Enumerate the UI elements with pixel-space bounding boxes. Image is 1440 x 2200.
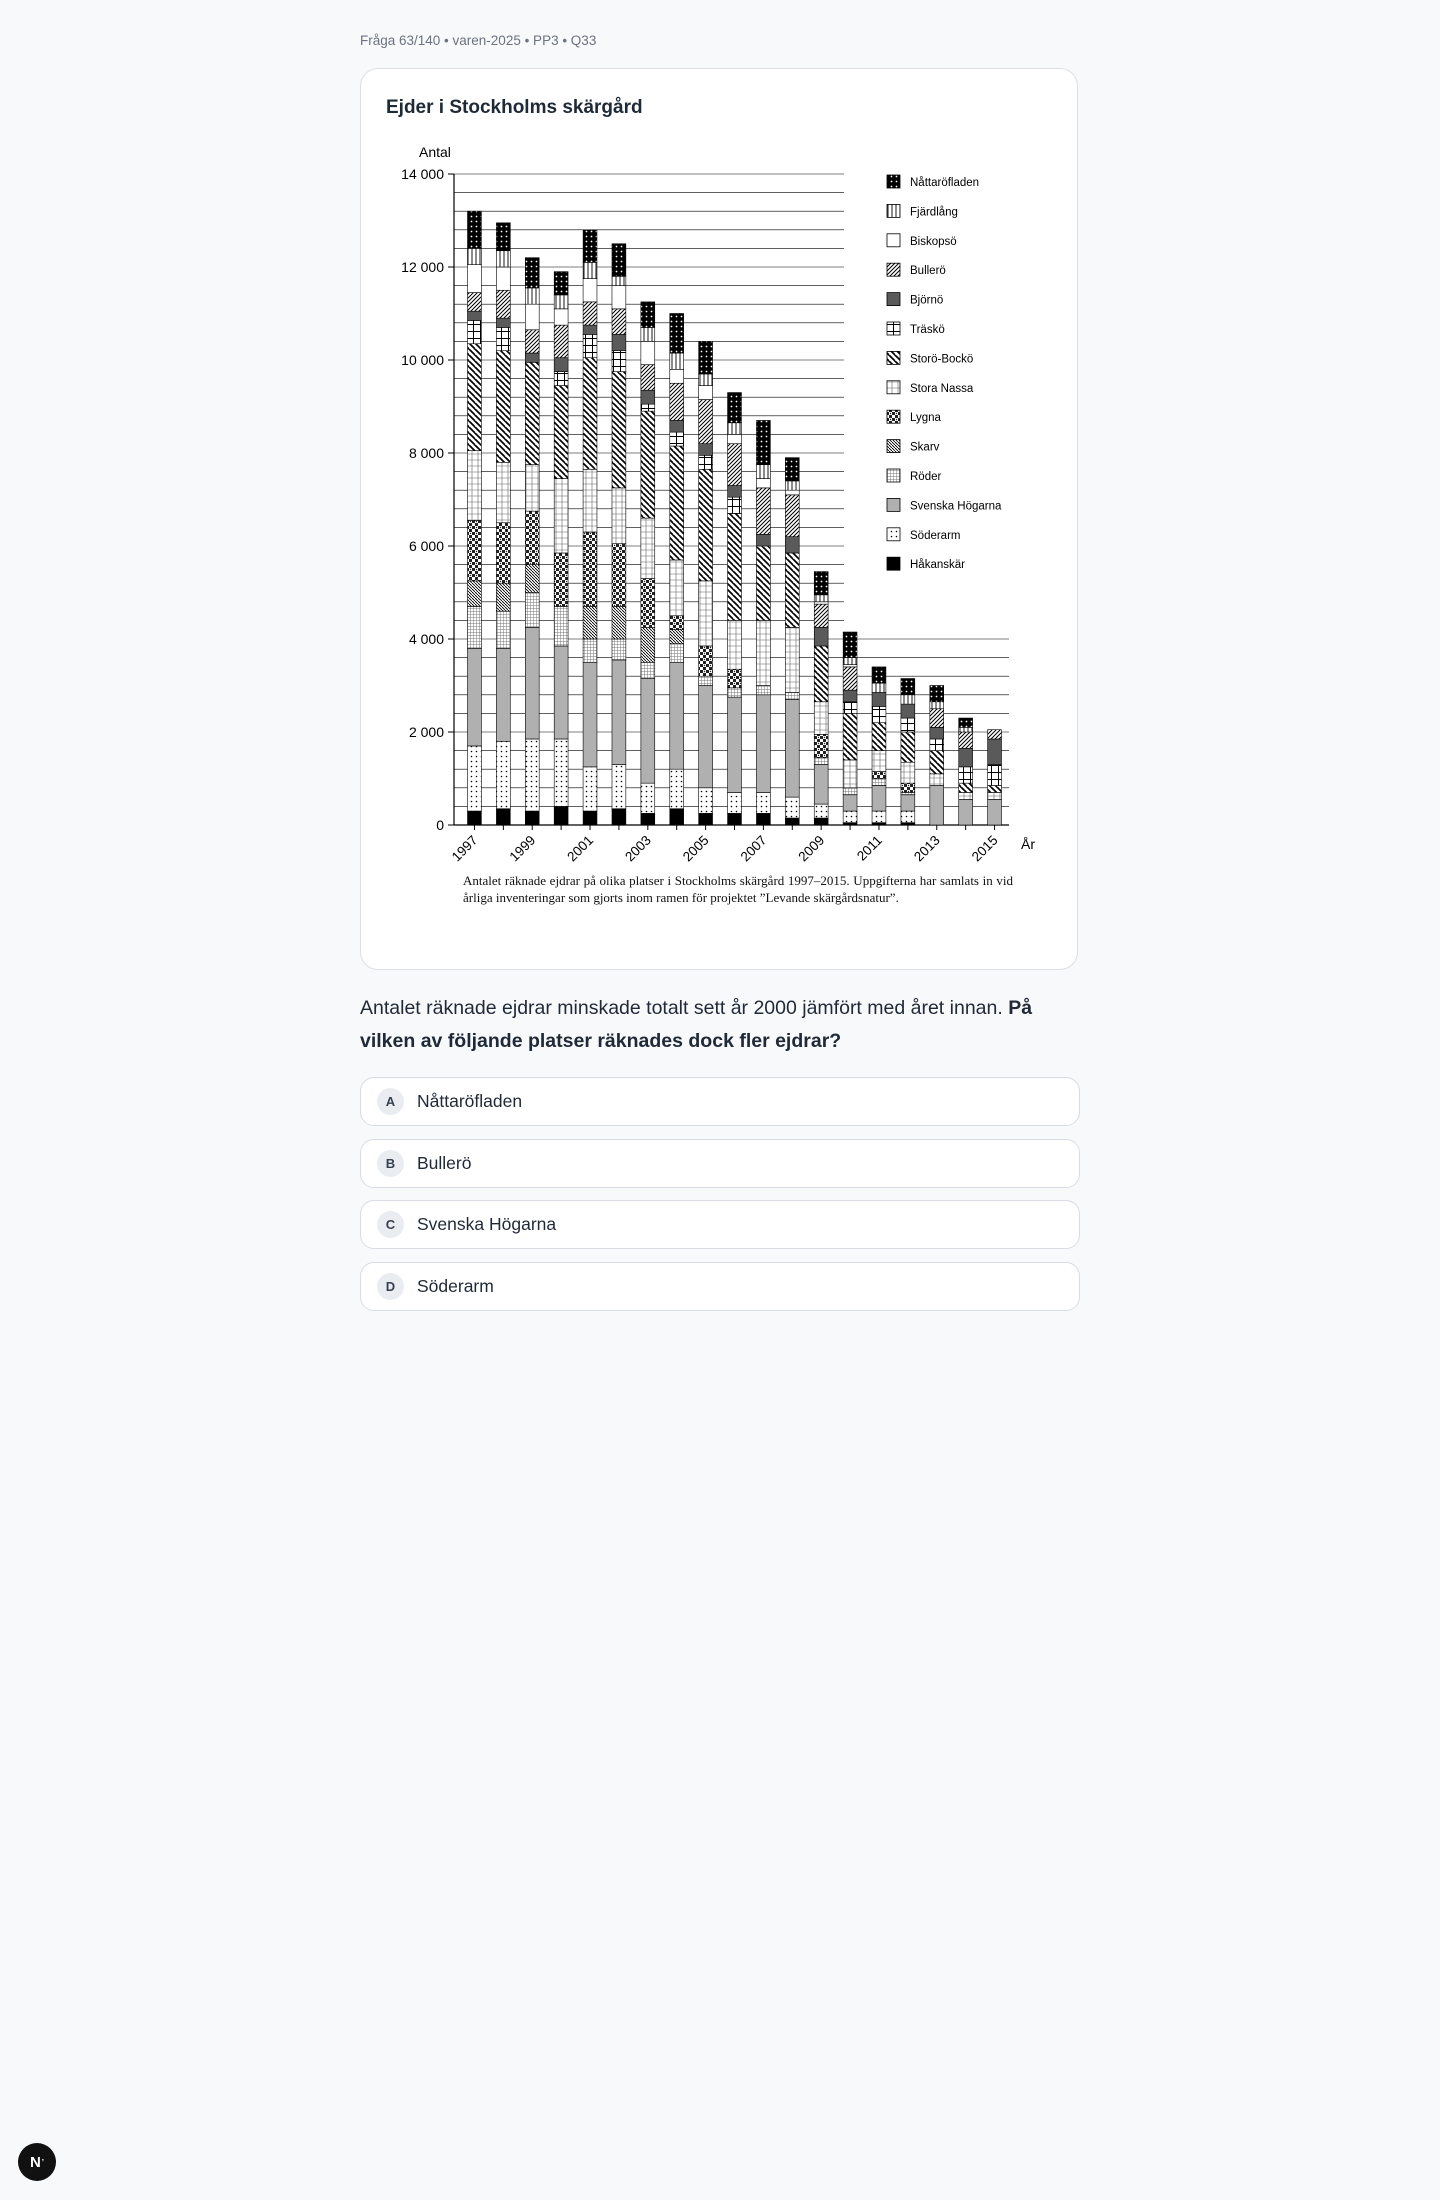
bar-segment — [468, 293, 482, 312]
bar-segment — [554, 309, 568, 325]
bar-segment — [959, 767, 973, 783]
legend-label: Svenska Högarna — [910, 500, 1002, 513]
bar-segment — [785, 490, 799, 495]
bar-segment — [785, 537, 799, 553]
legend-label: Biskopsö — [910, 235, 957, 248]
option-label: Svenska Högarna — [417, 1214, 557, 1234]
bar-segment — [843, 632, 857, 658]
bar-segment — [814, 646, 828, 702]
bar-segment — [728, 393, 742, 423]
option-b[interactable] — [360, 1139, 1080, 1188]
bar-segment — [641, 327, 655, 341]
bar-segment — [525, 565, 539, 593]
bar-segment — [525, 465, 539, 512]
bar-segment — [670, 630, 684, 644]
bar-segment — [843, 811, 857, 823]
bar-segment — [728, 792, 742, 813]
fab-label: N — [29, 2153, 41, 2171]
bar-segment — [756, 420, 770, 464]
legend-swatch — [887, 263, 900, 276]
bar-segment — [641, 579, 655, 628]
bar-segment — [496, 741, 510, 808]
bar-segment — [699, 686, 713, 788]
bar-segment — [814, 758, 828, 765]
bar-segment — [612, 372, 626, 488]
legend-swatch — [887, 440, 900, 453]
bar-segment — [612, 606, 626, 639]
bar-segment — [872, 823, 886, 825]
legend-swatch — [887, 469, 900, 482]
option-c[interactable] — [360, 1200, 1080, 1249]
bar-segment — [843, 658, 857, 665]
bar-segment — [468, 311, 482, 320]
bar-segment — [670, 560, 684, 616]
bar-segment — [554, 372, 568, 386]
option-label: Söderarm — [417, 1275, 494, 1296]
bar-segment — [699, 581, 713, 646]
x-tick-label: 2007 — [737, 832, 770, 865]
bar-segment — [872, 706, 886, 722]
bar-segment — [699, 788, 713, 814]
bar-segment — [670, 644, 684, 663]
bar-segment — [468, 746, 482, 811]
bar-segment — [496, 583, 510, 611]
bar-segment — [901, 679, 915, 695]
bar-segment — [525, 811, 539, 825]
x-tick-label: 2013 — [911, 832, 943, 865]
bar-segment — [843, 690, 857, 702]
bar-segment — [843, 823, 857, 825]
bar-segment — [901, 795, 915, 811]
bar-segment — [872, 692, 886, 706]
bar-segment — [641, 783, 655, 813]
option-letter: B — [377, 1150, 404, 1177]
bar-segment — [468, 248, 482, 264]
bar-segment — [728, 620, 742, 669]
bar-segment — [988, 730, 1002, 739]
bar-segment — [612, 309, 626, 335]
bar-segment — [901, 811, 915, 823]
bar-segment — [583, 334, 597, 357]
bar-segment — [930, 774, 944, 786]
option-letter: A — [377, 1088, 404, 1115]
bar-segment — [468, 344, 482, 451]
x-tick-label: 2011 — [853, 832, 886, 864]
question-statement: Antalet räknade ejdrar minskade totalt sett år 2000 jämfört med året innan. — [360, 997, 1003, 1019]
bar-segment — [641, 813, 655, 825]
bar-segment — [496, 223, 510, 251]
bar-segment — [554, 479, 568, 553]
x-tick-label: 2001 — [564, 832, 597, 865]
bar-segment — [728, 497, 742, 513]
chart-caption: Antalet räknade ejdrar på olika platser i Stockholms skärgård 1997–2015. Uppgifterna har samlats in vid årliga inventeringar som gjorts inom ramen för projektet ”Levande skärgårdsnatur”. — [463, 873, 1013, 905]
bar-segment — [670, 769, 684, 809]
legend-label: Träskö — [910, 324, 945, 336]
option-a[interactable] — [360, 1077, 1080, 1126]
bar-segment — [583, 606, 597, 639]
bar-segment — [699, 646, 713, 676]
bar-segment — [843, 788, 857, 795]
legend-label: Fjärdlång — [910, 206, 958, 219]
bar-segment — [641, 411, 655, 518]
bar-segment — [583, 811, 597, 825]
bar-segment — [785, 692, 799, 699]
bar-segment — [988, 785, 1002, 792]
bar-segment — [468, 265, 482, 293]
bar-segment — [930, 702, 944, 709]
bar-segment — [785, 627, 799, 692]
bar-segment — [496, 318, 510, 327]
bar-segment — [612, 765, 626, 809]
bar-segment — [525, 739, 539, 811]
bar-segment — [525, 353, 539, 362]
bar-segment — [496, 327, 510, 350]
bar-segment — [814, 572, 828, 595]
bar-segment — [641, 302, 655, 328]
bar-segment — [901, 704, 915, 718]
bar-segment — [785, 481, 799, 490]
bar-segment — [699, 676, 713, 685]
bar-segment — [612, 286, 626, 309]
y-tick-label: 4 000 — [408, 631, 444, 647]
bar-segment — [496, 290, 510, 318]
bar-segment — [525, 330, 539, 353]
bar-segment — [583, 358, 597, 470]
bar-segment — [785, 818, 799, 825]
y-tick-label: 14 000 — [401, 166, 444, 182]
legend-label: Håkanskär — [910, 559, 965, 572]
y-tick-label: 10 000 — [401, 352, 444, 368]
bar-segment — [583, 469, 597, 532]
bar-segment — [468, 451, 482, 521]
bar-segment — [468, 581, 482, 607]
bar-segment — [756, 479, 770, 488]
bar-segment — [930, 739, 944, 751]
x-tick-label: 2003 — [622, 832, 654, 865]
x-tick-label: 1997 — [448, 832, 481, 865]
fab-mark: ’ — [41, 2157, 45, 2167]
bar-segment — [496, 523, 510, 583]
bar-segment — [496, 251, 510, 267]
bar-segment — [785, 797, 799, 818]
legend-label: Söderarm — [910, 529, 961, 542]
bar-segment — [756, 534, 770, 546]
bar-segment — [641, 404, 655, 411]
bar-segment — [612, 544, 626, 607]
bar-segment — [641, 341, 655, 364]
bar-segment — [872, 772, 886, 779]
bar-segment — [554, 553, 568, 606]
bar-segment — [843, 702, 857, 714]
option-letter: C — [377, 1211, 404, 1238]
bar-segment — [525, 511, 539, 564]
chart-area — [379, 139, 1059, 929]
y-tick-label: 8 000 — [408, 445, 444, 461]
bar-segment — [525, 304, 539, 330]
bar-segment — [814, 765, 828, 805]
legend-swatch — [887, 204, 900, 217]
bar-segment — [612, 334, 626, 350]
bar-segment — [496, 809, 510, 825]
bar-segment — [785, 553, 799, 627]
bar-segment — [728, 444, 742, 486]
legend-label: Lygna — [910, 412, 941, 425]
bar-segment — [901, 823, 915, 825]
legend-label: Nåttaröfladen — [910, 177, 980, 189]
bar-segment — [699, 341, 713, 374]
bar-segment — [496, 648, 510, 741]
bar-segment — [670, 369, 684, 383]
bar-segment — [785, 699, 799, 797]
bar-segment — [901, 792, 915, 794]
bar-segment — [554, 606, 568, 646]
bar-segment — [959, 783, 973, 792]
bar-segment — [930, 751, 944, 774]
bar-segment — [728, 688, 742, 697]
bar-segment — [699, 455, 713, 469]
bar-segment — [554, 358, 568, 372]
bar-segment — [670, 662, 684, 769]
x-axis-label: År — [1021, 836, 1035, 852]
bar-segment — [930, 785, 944, 825]
legend-swatch — [887, 498, 900, 511]
bar-segment — [699, 444, 713, 456]
bar-segment — [728, 813, 742, 825]
bar-segment — [814, 627, 828, 646]
bar-segment — [814, 702, 828, 735]
bar-segment — [583, 302, 597, 325]
bar-segment — [468, 811, 482, 825]
bar-segment — [496, 267, 510, 290]
option-d[interactable] — [360, 1262, 1080, 1311]
legend-label: Storö-Bockö — [910, 353, 974, 366]
bar-segment — [612, 276, 626, 285]
y-tick-label: 6 000 — [408, 538, 444, 554]
bar-segment — [814, 604, 828, 627]
legend-label: Skarv — [910, 441, 940, 454]
y-axis-label: Antal — [419, 144, 451, 160]
bar-segment — [988, 739, 1002, 765]
bar-segment — [699, 374, 713, 386]
bar-segment — [988, 799, 1002, 825]
bar-segment — [583, 279, 597, 302]
bar-segment — [988, 792, 1002, 799]
y-tick-label: 2 000 — [408, 724, 444, 740]
card-title: Ejder i Stockholms skärgård — [386, 97, 643, 118]
bar-segment — [496, 611, 510, 648]
bar-segment — [728, 423, 742, 435]
option-label: Bullerö — [417, 1152, 472, 1173]
stacked-bar-chart — [379, 139, 1059, 869]
bar-segment — [641, 627, 655, 662]
legend-swatch — [887, 410, 900, 423]
bar-segment — [814, 804, 828, 818]
bar-segment — [699, 400, 713, 444]
bar-segment — [468, 520, 482, 580]
bar-segment — [583, 262, 597, 278]
bar-segment — [612, 351, 626, 372]
bar-segment — [554, 386, 568, 479]
bar-segment — [843, 665, 857, 667]
question-text — [360, 992, 1080, 1058]
bar-segment — [670, 353, 684, 369]
bar-segment — [525, 362, 539, 464]
bar-segment — [641, 679, 655, 784]
bar-segment — [583, 532, 597, 606]
bar-segment — [959, 799, 973, 825]
bar-segment — [525, 258, 539, 288]
legend-label: Stora Nassa — [910, 382, 974, 395]
bar-segment — [612, 809, 626, 825]
bar-segment — [872, 683, 886, 692]
bar-segment — [872, 723, 886, 751]
legend-swatch — [887, 234, 900, 247]
bar-segment — [496, 351, 510, 463]
bar-segment — [728, 513, 742, 620]
bar-segment — [756, 546, 770, 620]
legend-swatch — [887, 175, 900, 188]
bar-segment — [728, 697, 742, 792]
answer-options — [360, 1077, 1080, 1323]
option-letter: D — [377, 1273, 404, 1300]
bar-segment — [843, 713, 857, 760]
bar-segment — [583, 639, 597, 662]
bar-segment — [612, 660, 626, 765]
x-tick-label: 2009 — [795, 832, 828, 865]
bar-segment — [496, 462, 510, 522]
bar-segment — [468, 648, 482, 746]
next-logo-button[interactable] — [18, 2143, 56, 2181]
bar-segment — [641, 662, 655, 678]
bar-segment — [901, 732, 915, 762]
bar-segment — [525, 627, 539, 739]
legend-swatch — [887, 557, 900, 570]
bar-segment — [699, 813, 713, 825]
bar-segment — [670, 420, 684, 432]
legend-label: Röder — [910, 471, 942, 483]
bar-segment — [468, 211, 482, 248]
x-tick-label: 1999 — [506, 832, 539, 865]
bar-segment — [554, 325, 568, 358]
bar-segment — [901, 762, 915, 783]
bar-segment — [468, 606, 482, 648]
bar-segment — [901, 783, 915, 792]
bar-segment — [728, 669, 742, 688]
legend-label: Björnö — [910, 294, 944, 307]
bar-segment — [641, 390, 655, 404]
bar-segment — [901, 718, 915, 732]
bar-segment — [843, 760, 857, 788]
bar-segment — [554, 646, 568, 739]
bar-segment — [930, 709, 944, 728]
bar-segment — [583, 662, 597, 767]
bar-segment — [756, 465, 770, 479]
bar-segment — [843, 795, 857, 811]
x-tick-label: 2015 — [968, 832, 1001, 865]
bar-segment — [641, 518, 655, 578]
chart-card — [360, 68, 1078, 970]
bar-segment — [988, 765, 1002, 786]
bar-segment — [583, 230, 597, 263]
bar-segment — [468, 320, 482, 343]
bar-segment — [670, 383, 684, 420]
bar-segment — [756, 620, 770, 685]
bar-segment — [728, 434, 742, 443]
bar-segment — [959, 748, 973, 767]
bar-segment — [728, 486, 742, 498]
bar-segment — [554, 295, 568, 309]
bar-segment — [756, 792, 770, 813]
bar-segment — [525, 288, 539, 304]
bar-segment — [930, 686, 944, 702]
bar-segment — [554, 272, 568, 295]
bar-segment — [814, 734, 828, 757]
bar-segment — [612, 639, 626, 660]
bar-segment — [670, 809, 684, 825]
legend-swatch — [887, 351, 900, 364]
bar-segment — [612, 244, 626, 277]
bar-segment — [583, 325, 597, 334]
bar-segment — [785, 495, 799, 537]
bar-segment — [959, 732, 973, 748]
bar-segment — [814, 595, 828, 602]
bar-segment — [872, 779, 886, 786]
legend-swatch — [887, 293, 900, 306]
bar-segment — [554, 806, 568, 825]
bar-segment — [814, 818, 828, 825]
bar-segment — [756, 686, 770, 695]
bar-segment — [756, 813, 770, 825]
bar-segment — [959, 718, 973, 727]
bar-segment — [785, 458, 799, 481]
bar-segment — [872, 667, 886, 683]
bar-segment — [756, 488, 770, 535]
bar-segment — [554, 739, 568, 806]
bar-segment — [843, 667, 857, 690]
bar-segment — [930, 727, 944, 739]
bar-segment — [872, 751, 886, 772]
bar-segment — [670, 432, 684, 446]
bar-segment — [525, 593, 539, 628]
bar-segment — [699, 469, 713, 581]
legend-swatch — [887, 528, 900, 541]
bar-segment — [959, 792, 973, 799]
y-tick-label: 0 — [436, 817, 444, 833]
x-tick-label: 2005 — [679, 832, 712, 865]
bar-segment — [872, 785, 886, 811]
bar-segment — [872, 811, 886, 823]
y-tick-label: 12 000 — [401, 259, 444, 275]
bar-segment — [699, 386, 713, 400]
option-label: Nåttaröfladen — [417, 1091, 523, 1111]
legend-swatch — [887, 381, 900, 394]
question-prompt: På vilken av följande platser räknades dock fler ejdrar? — [360, 997, 1033, 1052]
legend-swatch — [887, 322, 900, 335]
bar-segment — [670, 446, 684, 560]
bar-segment — [901, 695, 915, 704]
bar-segment — [670, 616, 684, 630]
bar-segment — [612, 488, 626, 544]
bar-segment — [641, 365, 655, 391]
bar-segment — [756, 695, 770, 793]
legend-label: Bullerö — [910, 265, 946, 278]
bar-segment — [583, 767, 597, 811]
bar-segment — [959, 727, 973, 732]
breadcrumb: Fråga 63/140 • varen-2025 • PP3 • Q33 — [360, 33, 597, 48]
bar-segment — [814, 602, 828, 604]
bar-segment — [670, 314, 684, 354]
